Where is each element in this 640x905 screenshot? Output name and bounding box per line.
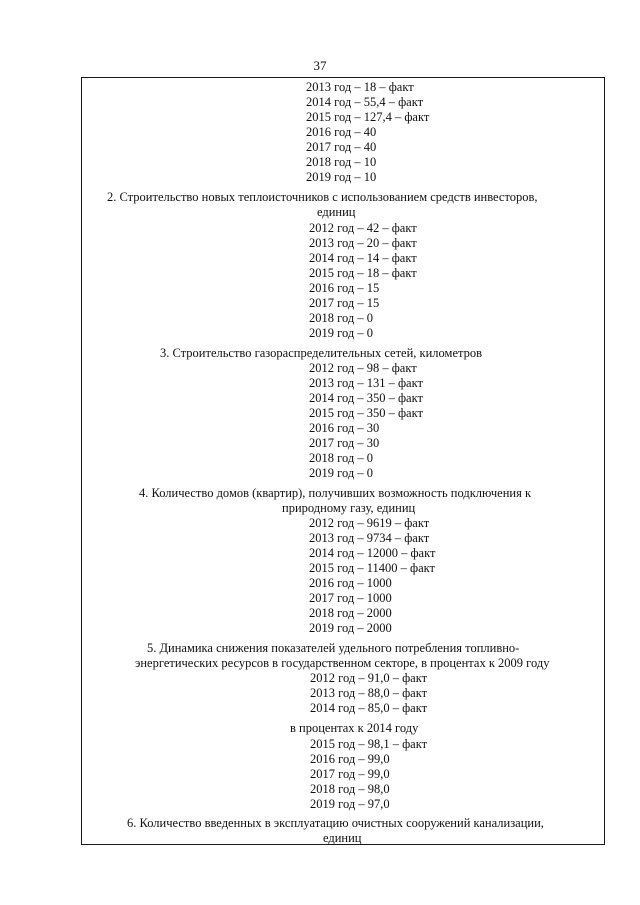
list-item: 2016 год – 99,0 [310,752,390,766]
list-item: 2015 год – 98,1 – факт [310,737,428,751]
section-heading: 2. Строительство новых теплоисточников с использованием средств инвесторов, [107,190,538,204]
list-item: 2017 год – 99,0 [310,767,390,781]
list-item: 2018 год – 0 [309,451,373,465]
section-subheading: в процентах к 2014 году [290,721,419,735]
list-item: 2019 год – 10 [306,170,377,184]
list-item: 2013 год – 131 – факт [309,376,423,390]
list-item: 2017 год – 30 [309,436,380,450]
list-item: 2016 год – 40 [306,125,377,139]
list-item: 2013 год – 9734 – факт [309,531,430,545]
list-item: 2013 год – 18 – факт [306,80,414,94]
list-item: 2015 год – 350 – факт [309,406,423,420]
section-heading-continuation: единиц [323,831,362,845]
list-item: 2013 год – 20 – факт [309,236,417,250]
list-item: 2016 год – 30 [309,421,380,435]
list-item: 2018 год – 2000 [309,606,392,620]
list-item: 2015 год – 11400 – факт [309,561,435,575]
section-heading-continuation: природному газу, единиц [282,501,416,515]
list-item: 2016 год – 1000 [309,576,392,590]
list-item: 2018 год – 0 [309,311,373,325]
page-number: 37 [313,58,327,73]
list-item: 2017 год – 1000 [309,591,392,605]
section-heading: 5. Динамика снижения показателей удельного потребления топливно- [147,641,520,655]
list-item: 2016 год – 15 [309,281,380,295]
list-item: 2019 год – 97,0 [310,797,390,811]
list-item: 2019 год – 0 [309,326,373,340]
list-item: 2018 год – 10 [306,155,377,169]
list-item: 2015 год – 127,4 – факт [306,110,430,124]
list-item: 2014 год – 55,4 – факт [306,95,424,109]
list-item: 2012 год – 91,0 – факт [310,671,428,685]
section-heading: 4. Количество домов (квартир), получивших возможность подключения к [139,486,532,500]
list-item: 2014 год – 14 – факт [309,251,417,265]
list-item: 2018 год – 98,0 [310,782,390,796]
list-item: 2017 год – 40 [306,140,377,154]
section-heading: 6. Количество введенных в эксплуатацию очистных сооружений канализации, [127,816,544,830]
list-item: 2012 год – 9619 – факт [309,516,430,530]
list-item: 2012 год – 98 – факт [309,361,417,375]
section-heading-continuation: единиц [317,205,356,219]
section-heading-continuation: энергетических ресурсов в государственном секторе, в процентах к 2009 году [135,656,550,670]
list-item: 2013 год – 88,0 – факт [310,686,428,700]
list-item: 2019 год – 0 [309,466,373,480]
section-heading: 3. Строительство газораспределительных сетей, километров [160,346,483,360]
list-item: 2015 год – 18 – факт [309,266,417,280]
list-item: 2014 год – 85,0 – факт [310,701,428,715]
list-item: 2014 год – 350 – факт [309,391,423,405]
list-item: 2012 год – 42 – факт [309,221,417,235]
list-item: 2017 год – 15 [309,296,380,310]
list-item: 2014 год – 12000 – факт [309,546,436,560]
list-item: 2019 год – 2000 [309,621,392,635]
